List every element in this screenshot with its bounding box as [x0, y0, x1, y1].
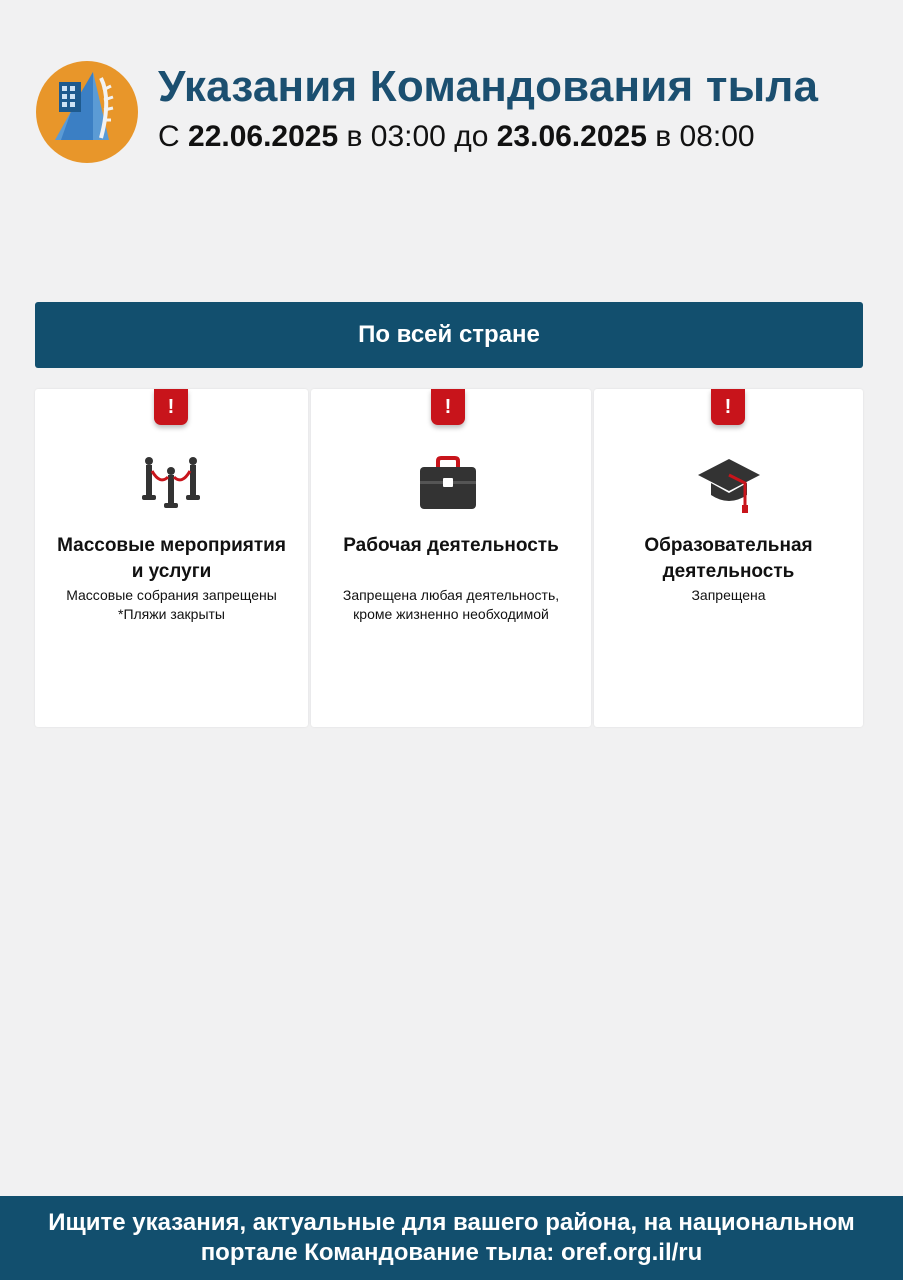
time-to: в 08:00 — [655, 120, 755, 153]
card-title-line: Массовые мероприятия — [57, 535, 286, 556]
card-title — [41, 533, 302, 585]
briefcase-icon — [419, 455, 477, 511]
card-education-activity — [594, 389, 863, 727]
card-title-line: и услуги — [131, 561, 212, 582]
page-title: Указания Командования тыла — [158, 62, 819, 111]
card-title — [600, 533, 857, 585]
card-title-line: Образовательная — [644, 535, 813, 556]
footer-line: Ищите указания, актуальные для вашего района, на национальном — [48, 1209, 855, 1236]
card-title-line: Рабочая деятельность — [343, 535, 559, 556]
instruction-cards — [35, 389, 863, 727]
region-header: По всей стране — [35, 302, 863, 368]
card-desc-line: *Пляжи закрыты — [118, 606, 225, 622]
card-description — [317, 586, 585, 624]
footer-portal-link[interactable]: портале Командование тыла: oref.org.il/ru — [200, 1239, 703, 1266]
alert-badge: ! — [711, 389, 745, 425]
alert-badge: ! — [431, 389, 465, 425]
date-to: 23.06.2025 — [496, 120, 647, 153]
card-title-line: деятельность — [662, 561, 795, 582]
card-description — [600, 586, 857, 605]
card-work-activity — [311, 389, 591, 727]
card-desc-line: Запрещена любая деятельность, — [342, 587, 560, 603]
card-desc-line: Запрещена — [691, 587, 766, 603]
alert-badge: ! — [154, 389, 188, 425]
card-mass-events — [35, 389, 308, 727]
card-description — [41, 586, 302, 624]
card-desc-line: Массовые собрания запрещены — [66, 587, 277, 603]
card-desc-line: кроме жизненно необходимой — [353, 606, 549, 622]
stanchion-rope-icon — [141, 455, 201, 511]
validity-period — [158, 120, 755, 154]
date-from: 22.06.2025 — [188, 120, 339, 153]
graduation-cap-icon — [697, 455, 761, 515]
header — [0, 0, 903, 180]
footer-banner — [0, 1196, 903, 1280]
time-from: в 03:00 до — [346, 120, 489, 153]
card-title — [317, 533, 585, 559]
home-front-command-logo-icon — [35, 60, 139, 164]
date-prefix: С — [158, 120, 180, 153]
